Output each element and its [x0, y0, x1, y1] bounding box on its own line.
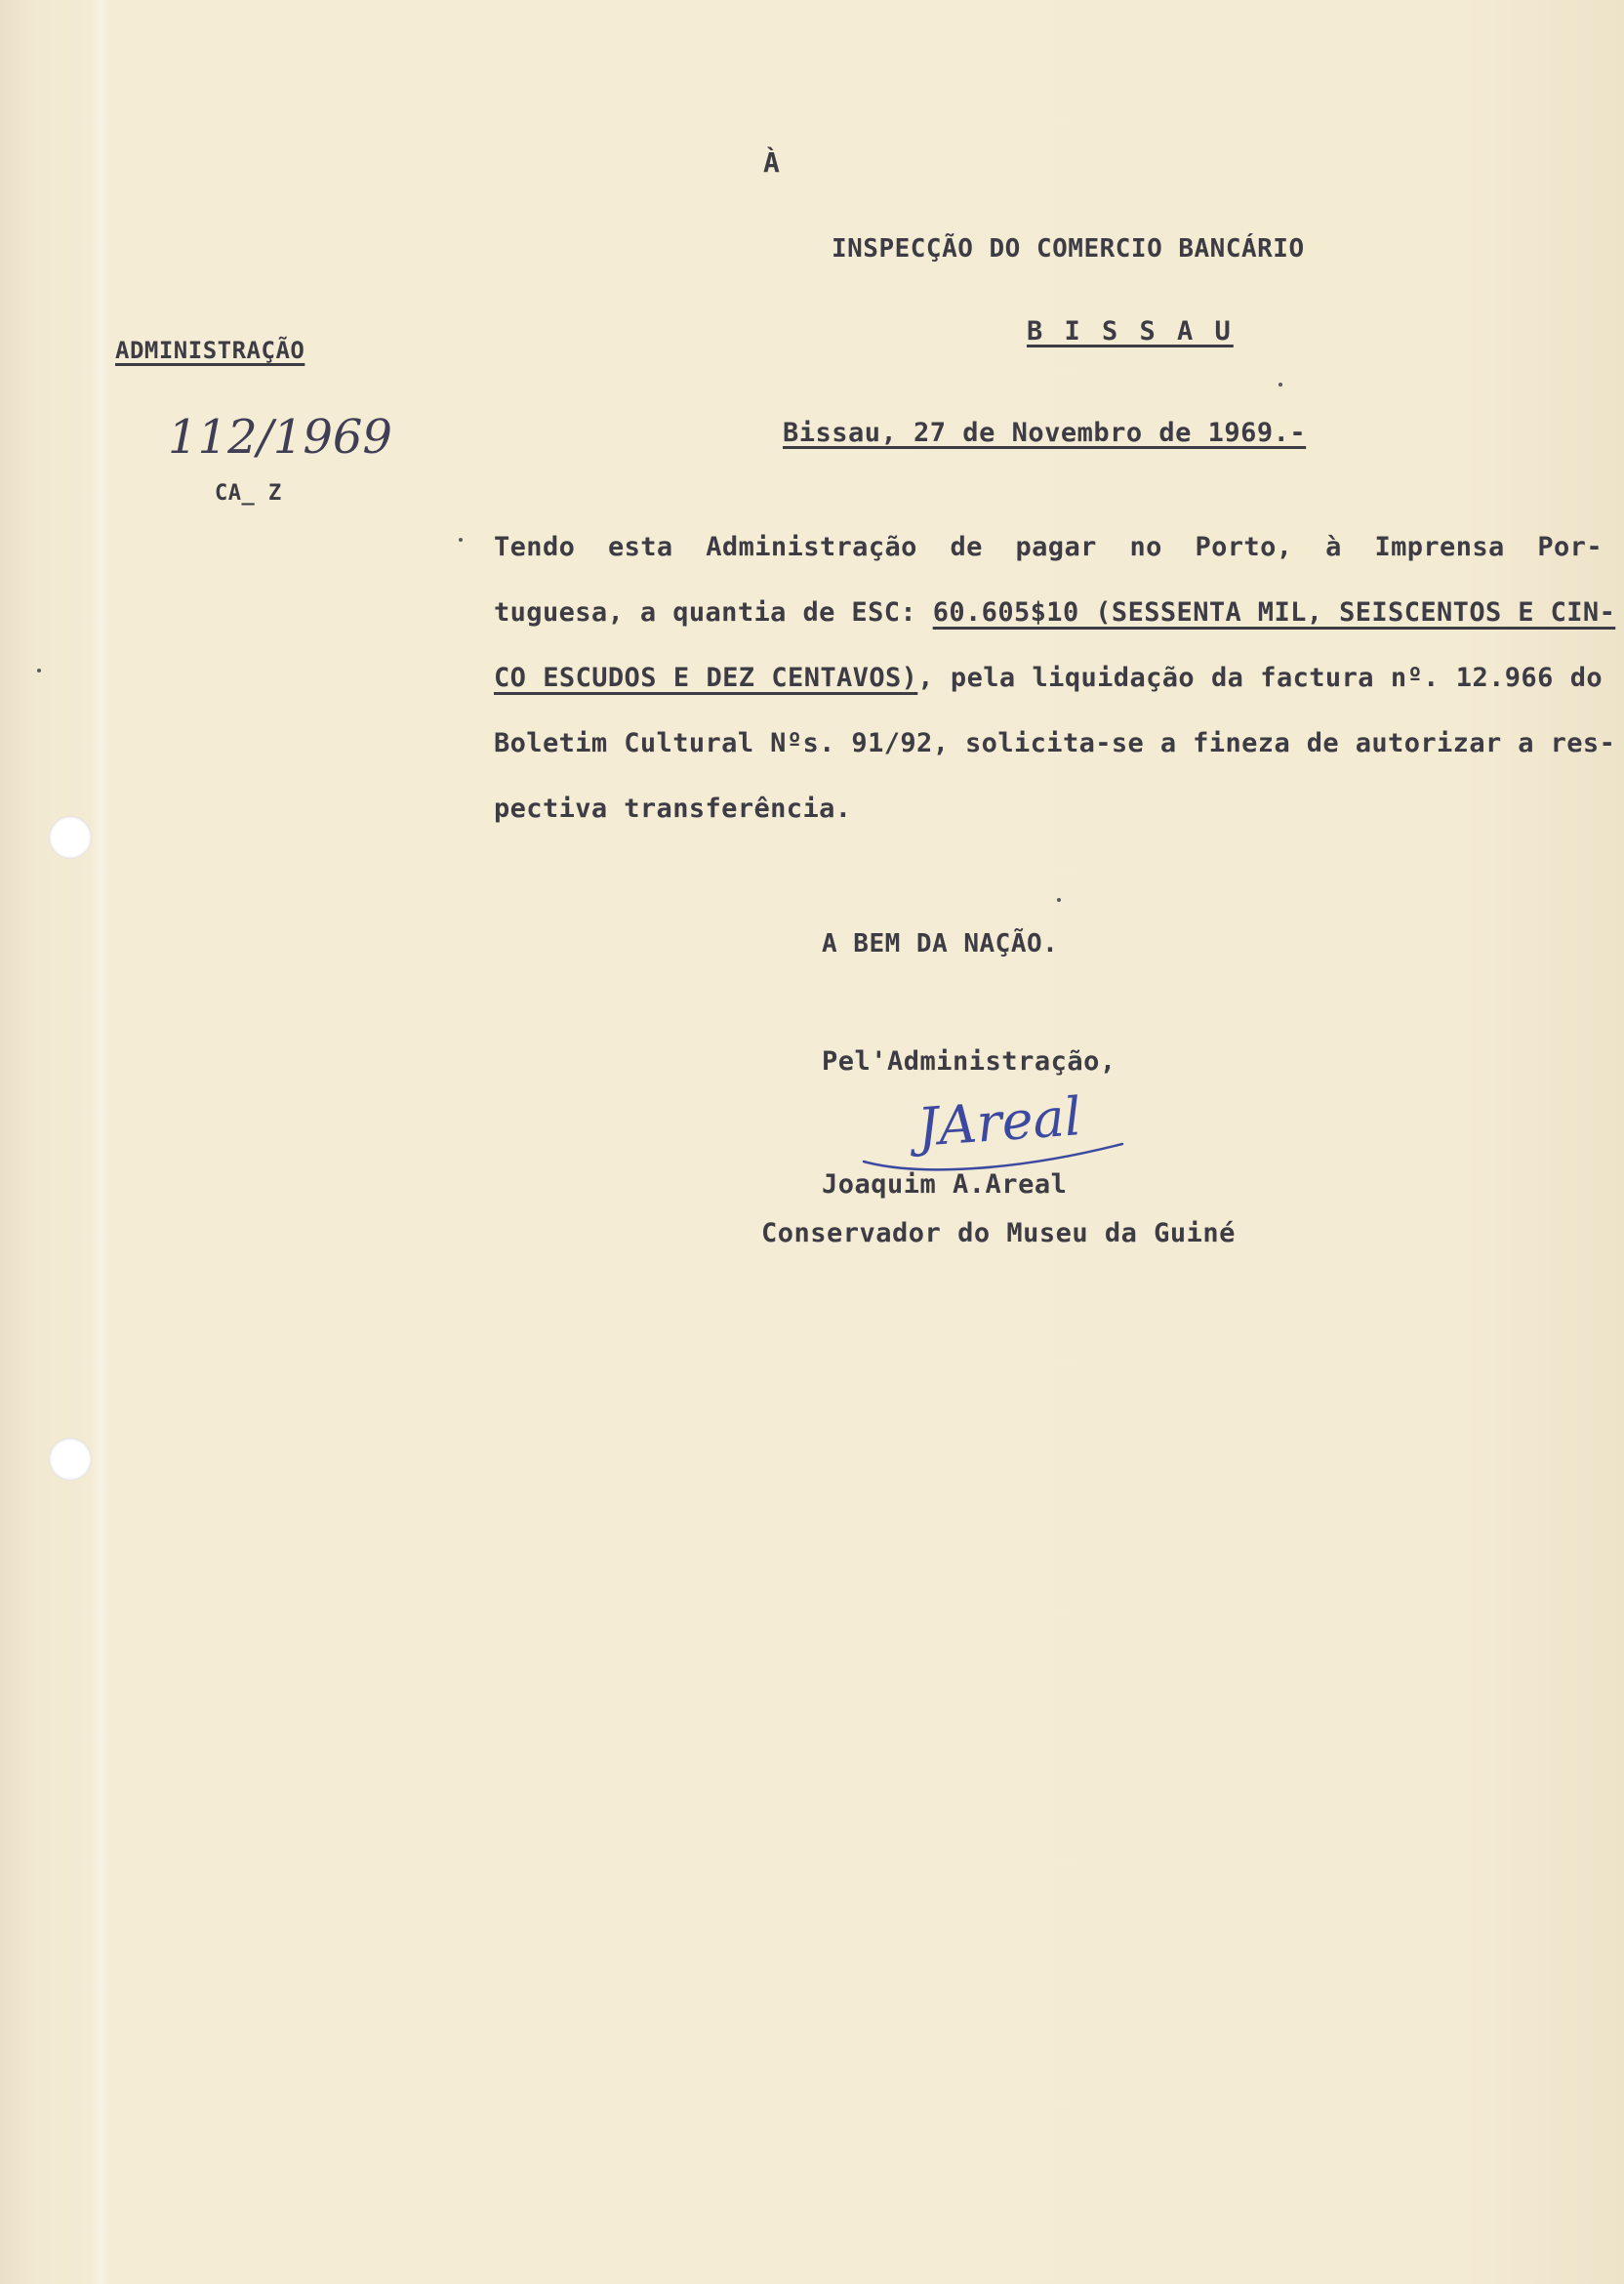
amount-figure: 60.605$10 (SESSENTA MIL, SEISCENTOS E CIN- — [932, 597, 1616, 628]
body-line-1: Tendo esta Administração de pagar no Porto, à Imprensa Por- — [494, 532, 1603, 562]
body-line-3 — [494, 663, 1603, 693]
signature: JAreal — [915, 1085, 1083, 1159]
closing-salutation: A BEM DA NAÇÃO. — [822, 929, 1059, 958]
city-heading: B I S S A U — [1027, 316, 1234, 347]
body-line-2-text: tuguesa, a quantia de ESC: — [494, 597, 933, 628]
recipient-prefix: À — [763, 146, 781, 179]
speck — [459, 538, 463, 542]
speck — [1279, 383, 1282, 387]
signatory-name: Joaquim A.Areal — [822, 1169, 1068, 1200]
body-line-2 — [494, 597, 1616, 628]
handwritten-reference-number: 112/1969 — [168, 410, 392, 465]
speck — [37, 669, 41, 673]
side-label: ADMINISTRAÇÃO — [115, 337, 305, 364]
signatory-title: Conservador do Museu da Guiné — [761, 1218, 1236, 1248]
paper-fold-shading — [90, 0, 111, 2284]
body-line-4: Boletim Cultural Nºs. 91/92, solicita-se a fineza de autorizar a res- — [494, 728, 1616, 758]
amount-words: CO ESCUDOS E DEZ CENTAVOS) — [494, 663, 918, 693]
speck — [1057, 898, 1061, 902]
body-line-5: pectiva transferência. — [494, 794, 852, 824]
punch-hole-lower — [49, 1438, 92, 1481]
date-line: Bissau, 27 de Novembro de 1969.- — [783, 418, 1307, 448]
on-behalf-line: Pel'Administração, — [822, 1046, 1116, 1077]
recipient-heading: INSPECÇÃO DO COMERCIO BANCÁRIO — [832, 234, 1305, 264]
body-line-3-text: , pela liquidação da factura nº. 12.966 do — [917, 663, 1603, 693]
reference-code: CA_ Z — [215, 481, 282, 506]
punch-hole-upper — [49, 816, 92, 859]
